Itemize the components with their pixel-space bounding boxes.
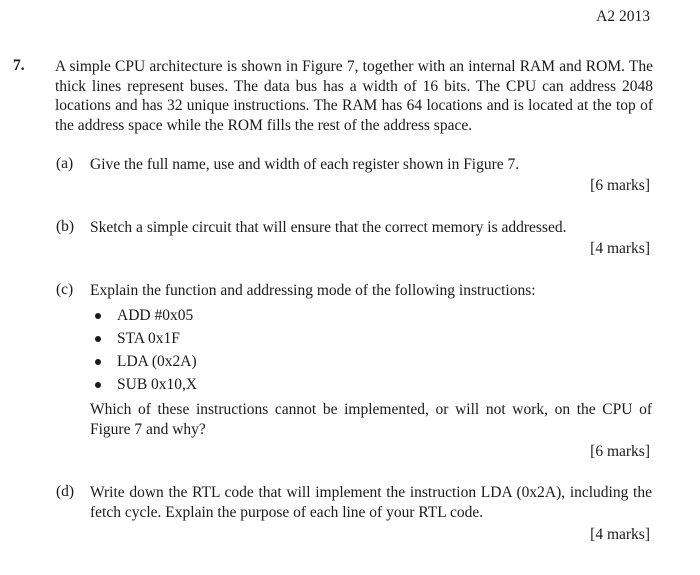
part-c-marks: [6 marks] (590, 443, 650, 460)
instruction-text: ADD #0x05 (117, 307, 194, 324)
part-c-text: Explain the function and addressing mode of the following instructions: (90, 282, 536, 299)
part-b-label: (b) (56, 218, 75, 235)
part-d-label: (d) (56, 483, 75, 500)
instruction-text: SUB 0x10,X (117, 376, 198, 393)
part-a-label: (a) (56, 155, 74, 172)
part-d-text: Write down the RTL code that will implement the instruction LDA (0x2A), including the fetch cycle. Explain the purpose of each line of your RTL code. (90, 484, 652, 521)
part-b-marks: [4 marks] (590, 240, 650, 257)
instruction-text: STA 0x1F (117, 330, 180, 347)
list-item (91, 373, 197, 396)
bullet-icon (95, 313, 101, 319)
list-item (91, 350, 197, 373)
bullet-icon (95, 336, 101, 342)
question-intro: A simple CPU architecture is shown in Figure 7, together with an internal RAM and ROM. The thick lines represent buses. The data bus has a width of 16 bits. The CPU can address 2048 locations and has 32 unique instructions. The RAM has 64 locations and is located at the top of the address space while the ROM fills the rest of the address space. (55, 58, 653, 134)
exam-code: A2 2013 (596, 8, 650, 25)
part-c-label: (c) (56, 281, 74, 298)
bullet-icon (95, 359, 101, 365)
part-d-marks: [4 marks] (590, 526, 650, 543)
list-item (91, 327, 197, 350)
part-c-followup: Which of these instructions cannot be implemented, or will not work, on the CPU of Figure 7 and why? (90, 401, 652, 438)
part-a-marks: [6 marks] (590, 177, 650, 194)
question-number: 7. (13, 57, 25, 74)
instruction-list (91, 304, 197, 396)
instruction-text: LDA (0x2A) (117, 353, 197, 370)
list-item (91, 304, 197, 327)
bullet-icon (95, 382, 101, 388)
part-a-text: Give the full name, use and width of each register shown in Figure 7. (90, 156, 520, 173)
part-b-text: Sketch a simple circuit that will ensure that the correct memory is addressed. (90, 219, 567, 236)
